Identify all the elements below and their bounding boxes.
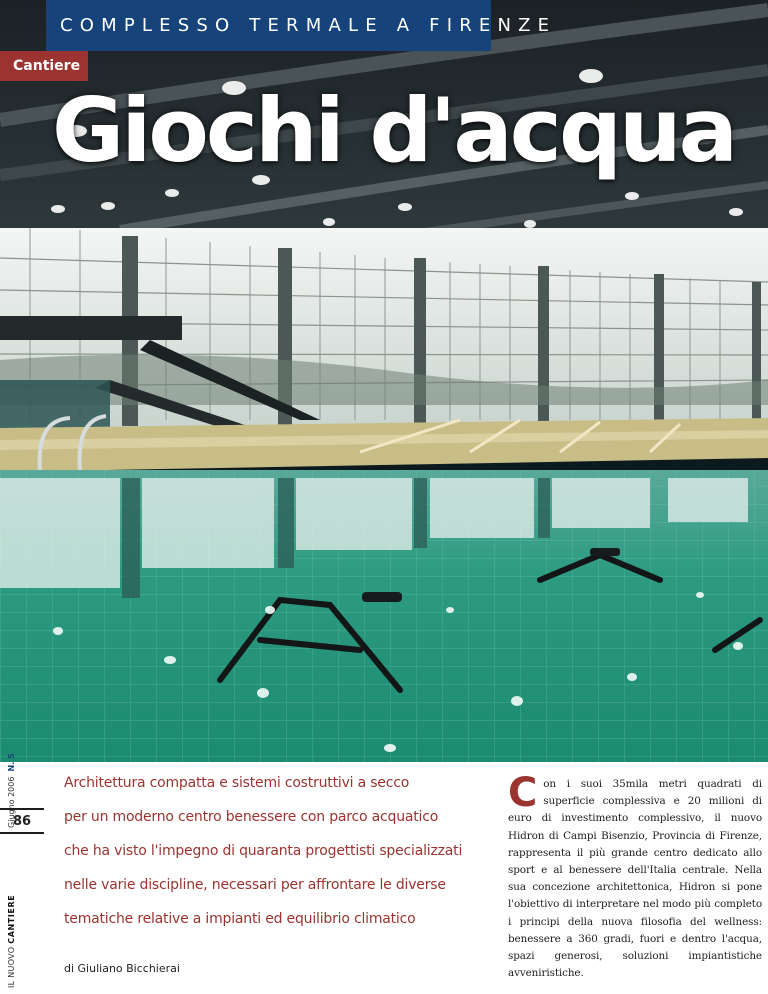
section-title: COMPLESSO TERMALE A FIRENZE: [60, 15, 557, 36]
article-headline: Giochi d'acqua: [52, 79, 735, 182]
magazine-name: [7, 895, 16, 988]
page-number: 86: [0, 808, 44, 834]
category-label: Cantiere: [13, 58, 81, 74]
body-text: [508, 770, 762, 982]
standfirst-line: nelle varie discipline, necessari per affrontare le diverse: [64, 877, 446, 893]
section-title-band: [46, 0, 557, 51]
byline: di Giuliano Bicchierai: [64, 962, 180, 975]
issue-number: N. 5: [7, 753, 16, 772]
standfirst-line: Architettura compatta e sistemi costruttivi a secco: [64, 775, 410, 791]
standfirst: [64, 766, 484, 936]
standfirst-line: per un moderno centro benessere con parco acquatico: [64, 809, 439, 825]
magazine-title: CANTIERE: [7, 894, 16, 944]
standfirst-line: tematiche relative a impianti ed equilibrio climatico: [64, 911, 416, 927]
body-paragraph: on i suoi 35mila metri quadrati di superficie complessiva e 20 milioni di euro di investimento complessivo, il nuovo Hidron di Campi Bisenzio, Provincia di Firenze, rappresenta il più grande centro dedicato allo sport e al benessere dell'Italia centrale. Nella sua concezione architettonica, Hidron si pone l'obiettivo di interpretare nel modo più completo i principi della nuova filosofia del wellness: benessere a 360 gradi, fuori e dentro l'acqua, spazi generosi, soluzioni impiantistiche avveniristiche.: [508, 778, 762, 980]
standfirst-line: che ha visto l'impegno di quaranta progettisti specializzati: [64, 843, 463, 859]
issue-date: Giugno 2006: [7, 776, 16, 828]
drop-cap: C: [508, 770, 538, 816]
magazine-prefix: IL NUOVO: [7, 946, 16, 988]
